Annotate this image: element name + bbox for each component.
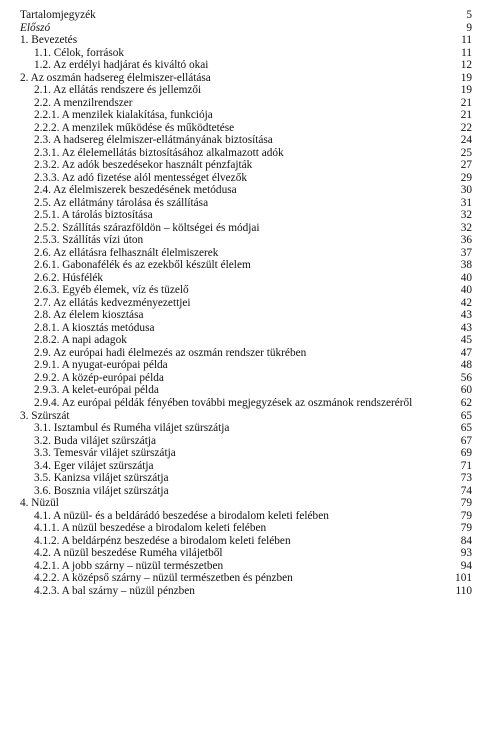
toc-entry-title: 2.9.4. Az európai példák fényében további megjegyzések az oszmánok rendszeréről (34, 396, 413, 409)
toc-entry (0, 59, 503, 72)
toc-entry (0, 222, 503, 235)
toc-entry (0, 47, 503, 60)
toc-entry (0, 535, 503, 548)
toc-entry (0, 134, 503, 147)
toc-entry-title: 2.5. Az ellátmány tárolása és szállítása (34, 196, 209, 209)
toc-entry-page: 79 (460, 497, 472, 510)
toc-entry (0, 447, 503, 460)
toc-entry-page: 27 (460, 159, 472, 172)
toc-entry-page: 42 (460, 296, 472, 309)
toc-entry-page: 32 (460, 221, 472, 234)
toc-entry-title: 3.5. Kanizsa vilájet szürszátja (34, 472, 169, 485)
toc-entry-page: 11 (461, 34, 472, 47)
toc-entry-page: 36 (460, 234, 472, 247)
toc-entry (0, 109, 503, 122)
toc-entry-page: 74 (460, 484, 472, 497)
toc-entry-page: 48 (460, 359, 472, 372)
table-of-contents (0, 9, 503, 597)
toc-entry-page: 84 (460, 534, 472, 547)
toc-entry-title: 2.2. A menzilrendszer (34, 96, 133, 109)
toc-entry (0, 22, 503, 35)
toc-entry-page: 22 (460, 121, 472, 134)
toc-entry-page: 65 (460, 409, 472, 422)
toc-entry-title: 2.2.1. A menzilek kialakítása, funkciója (34, 109, 213, 122)
toc-entry-title: 2.8.2. A napi adagok (34, 334, 127, 347)
toc-entry-title: 2.1. Az ellátás rendszere és jellemzői (34, 84, 202, 97)
toc-entry-page: 101 (455, 572, 472, 585)
toc-entry-title: 1.2. Az erdélyi hadjárat és kiváltó okai (34, 59, 209, 72)
toc-entry-title: 2.9.3. A kelet-európai példa (34, 384, 159, 397)
toc-entry-page: 40 (460, 271, 472, 284)
toc-entry (0, 159, 503, 172)
toc-entry-page: 31 (460, 196, 472, 209)
toc-entry-page: 5 (466, 9, 472, 21)
toc-entry-title: 4.1. A nüzül- és a beldárádó beszedése a birodalom keleti felében (34, 509, 329, 522)
toc-entry-title: 3. Szürszát (20, 409, 70, 422)
toc-entry-title: 3.1. Isztambul és Ruméha vilájet szürszátja (34, 422, 230, 435)
toc-entry (0, 234, 503, 247)
toc-entry-page: 21 (460, 109, 472, 122)
toc-entry (0, 272, 503, 285)
toc-entry (0, 297, 503, 310)
toc-entry-title: 2.6. Az ellátásra felhasznált élelmiszerek (34, 246, 219, 259)
toc-entry-title: 3.6. Bosznia vilájet szürszátja (34, 484, 169, 497)
toc-entry (0, 460, 503, 473)
toc-entry (0, 334, 503, 347)
toc-entry-title: 1.1. Célok, források (34, 46, 125, 59)
toc-entry-page: 21 (460, 96, 472, 109)
toc-entry-page: 12 (460, 59, 472, 72)
toc-entry-title: 2.5.1. A tárolás biztosítása (34, 209, 153, 222)
toc-entry-title: 2.7. Az ellátás kedvezményezettjei (34, 296, 191, 309)
toc-entry-page: 94 (460, 559, 472, 572)
toc-entry (0, 84, 503, 97)
toc-entry-page: 65 (460, 422, 472, 435)
toc-entry-title: 2.6.3. Egyéb élemek, víz és tüzelő (34, 284, 189, 297)
toc-entry (0, 472, 503, 485)
toc-entry-title: 4.1.1. A nüzül beszedése a birodalom keleti felében (34, 522, 267, 535)
toc-entry-page: 19 (460, 84, 472, 97)
toc-entry-title: 2.3.2. Az adók beszedésekor használt pénzfajták (34, 159, 253, 172)
toc-entry-page: 11 (461, 46, 472, 59)
toc-entry-page: 30 (460, 184, 472, 197)
toc-entry-title: 4.2.3. A bal szárny – nüzül pénzben (34, 584, 195, 597)
toc-entry-page: 56 (460, 371, 472, 384)
toc-entry (0, 410, 503, 423)
toc-entry (0, 560, 503, 573)
toc-entry-title: 4.2. A nüzül beszedése Ruméha vilájetből (34, 547, 223, 560)
toc-entry-page: 73 (460, 472, 472, 485)
toc-entry-page: 45 (460, 334, 472, 347)
toc-entry-page: 43 (460, 309, 472, 322)
toc-entry (0, 197, 503, 210)
toc-entry (0, 397, 503, 410)
toc-entry (0, 34, 503, 47)
toc-entry (0, 547, 503, 560)
toc-entry (0, 347, 503, 360)
toc-entry-page: 93 (460, 547, 472, 560)
toc-entry-title: 2.5.3. Szállítás vízi úton (34, 234, 144, 247)
toc-entry-page: 79 (460, 522, 472, 535)
toc-entry-page: 69 (460, 447, 472, 460)
toc-entry-title: 2.9. Az európai hadi élelmezés az oszmán rendszer tükrében (34, 346, 307, 359)
toc-entry-title: 2.9.2. A közép-európai példa (34, 371, 164, 384)
toc-entry-title: 2.2.2. A menzilek működése és működtetése (34, 121, 235, 134)
toc-entry-title: 2. Az oszmán hadsereg élelmiszer-ellátása (20, 71, 211, 84)
toc-entry (0, 422, 503, 435)
toc-entry-page: 47 (460, 346, 472, 359)
toc-entry-title: 2.8. Az élelem kiosztása (34, 309, 144, 322)
toc-entry-page: 9 (466, 21, 472, 34)
toc-entry (0, 259, 503, 272)
toc-entry-title: 1. Bevezetés (20, 34, 78, 47)
toc-entry-page: 60 (460, 384, 472, 397)
toc-entry (0, 359, 503, 372)
toc-entry-title: 4.1.2. A beldárpénz beszedése a birodalom keleti felében (34, 534, 291, 547)
toc-entry (0, 585, 503, 598)
toc-entry-page: 38 (460, 259, 472, 272)
toc-entry-page: 67 (460, 434, 472, 447)
toc-entry (0, 72, 503, 85)
toc-entry-title: 3.4. Eger vilájet szürszátja (34, 459, 154, 472)
toc-entry-page: 110 (455, 584, 472, 597)
toc-entry-page: 62 (460, 396, 472, 409)
toc-entry (0, 184, 503, 197)
toc-entry (0, 309, 503, 322)
toc-entry-title: 3.3. Temesvár vilájet szürszátja (34, 447, 176, 460)
toc-entry (0, 97, 503, 110)
toc-entry-title: 4. Nüzül (20, 497, 59, 510)
toc-entry (0, 497, 503, 510)
toc-entry-page: 71 (460, 459, 472, 472)
toc-entry (0, 485, 503, 498)
toc-entry (0, 522, 503, 535)
toc-entry-title: 2.4. Az élelmiszerek beszedésének metódusa (34, 184, 237, 197)
toc-entry (0, 435, 503, 448)
toc-entry-page: 32 (460, 209, 472, 222)
toc-entry-page: 25 (460, 146, 472, 159)
toc-entry-title: 2.3.1. Az élelemellátás biztosításához alkalmazott adók (34, 146, 284, 159)
toc-entry-title: 4.2.1. A jobb szárny – nüzül természetben (34, 559, 224, 572)
toc-entry-title: 2.9.1. A nyugat-európai példa (34, 359, 168, 372)
toc-entry-page: 19 (460, 71, 472, 84)
toc-entry (0, 209, 503, 222)
toc-entry-title: 2.8.1. A kiosztás metódusa (34, 321, 155, 334)
toc-entry (0, 322, 503, 335)
toc-entry-title: Tartalomjegyzék (20, 9, 96, 21)
toc-entry (0, 172, 503, 185)
toc-entry-page: 37 (460, 246, 472, 259)
toc-entry-title: 4.2.2. A középső szárny – nüzül természetben és pénzben (34, 572, 293, 585)
toc-entry-page: 24 (460, 134, 472, 147)
toc-entry-title: 3.2. Buda vilájet szürszátja (34, 434, 157, 447)
toc-entry-title: 2.5.2. Szállítás szárazföldön – költségei és módjai (34, 221, 260, 234)
toc-entry-page: 79 (460, 509, 472, 522)
toc-entry (0, 122, 503, 135)
toc-entry-page: 29 (460, 171, 472, 184)
toc-entry-title: 2.6.2. Húsfélék (34, 271, 104, 284)
toc-entry (0, 247, 503, 260)
toc-entry-title: 2.3.3. Az adó fizetése alól mentességet élvezők (34, 171, 247, 184)
toc-entry-title: 2.3. A hadsereg élelmiszer-ellátmányának biztosítása (34, 134, 273, 147)
toc-entry (0, 372, 503, 385)
toc-entry (0, 9, 503, 22)
toc-entry-title: Előszó (20, 21, 51, 34)
toc-entry (0, 284, 503, 297)
toc-entry (0, 510, 503, 523)
toc-entry (0, 572, 503, 585)
toc-entry-title: 2.6.1. Gabonafélék és az ezekből készült élelem (34, 259, 251, 272)
toc-entry (0, 384, 503, 397)
toc-entry-page: 40 (460, 284, 472, 297)
toc-entry-page: 43 (460, 321, 472, 334)
toc-entry (0, 147, 503, 160)
